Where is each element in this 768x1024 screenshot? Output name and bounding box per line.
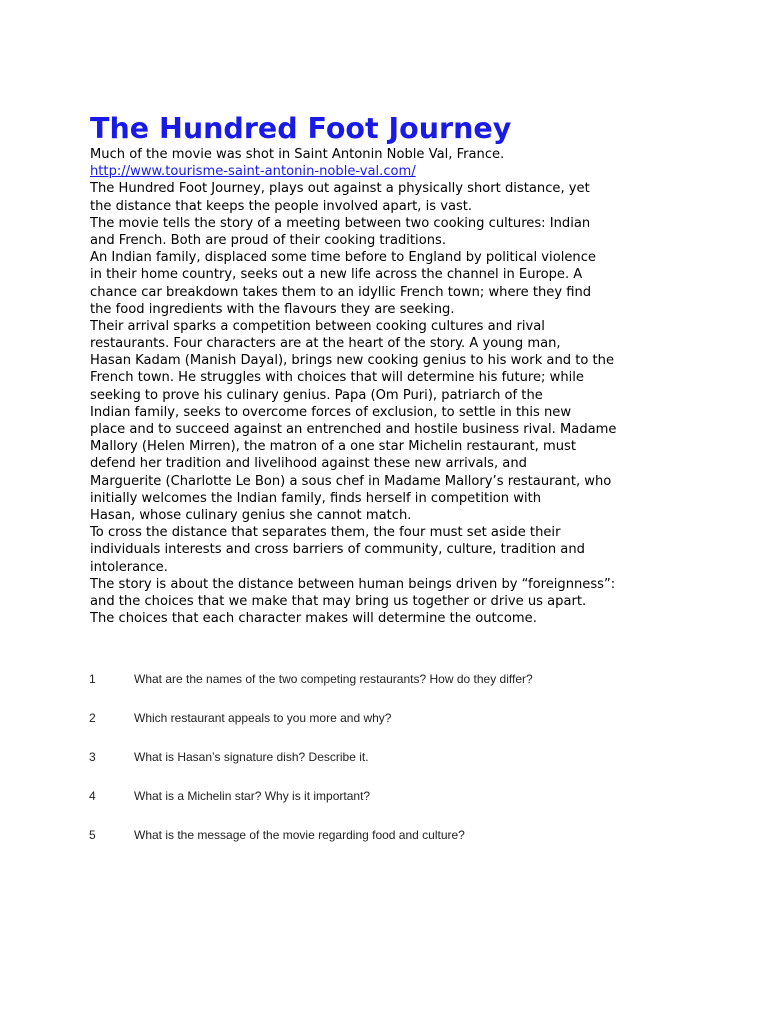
- body-line: place and to succeed against an entrenched and hostile business rival. Madame: [90, 422, 617, 437]
- body-line: The story is about the distance between human beings driven by “foreignness”:: [90, 576, 616, 592]
- question-number: 2: [89, 711, 96, 725]
- question-number: 5: [89, 828, 96, 842]
- question-text: What is the message of the movie regarding food and culture?: [134, 828, 465, 842]
- document-body: [90, 146, 670, 627]
- body-line: in their home country, seeks out a new life across the channel in Europe. A: [90, 267, 583, 283]
- question-item: [89, 827, 689, 866]
- body-line: Hasan, whose culinary genius she cannot match.: [90, 507, 412, 523]
- body-line: The Hundred Foot Journey, plays out against a physically short distance, yet: [90, 181, 590, 197]
- source-link[interactable]: http://www.tourisme-saint-antonin-noble-val.com/: [90, 164, 416, 180]
- body-line: individuals interests and cross barriers of community, culture, tradition and: [90, 542, 585, 558]
- question-item: [89, 671, 689, 710]
- body-line: French town. He struggles with choices that will determine his future; while: [90, 370, 584, 386]
- question-list: [89, 671, 689, 866]
- body-line: To cross the distance that separates them, the four must set aside their: [90, 525, 561, 541]
- question-number: 1: [89, 672, 96, 686]
- body-line: The choices that each character makes will determine the outcome.: [90, 611, 537, 627]
- question-item: [89, 788, 689, 827]
- question-text: Which restaurant appeals to you more and why?: [134, 711, 392, 725]
- body-line: Marguerite (Charlotte Le Bon) a sous chef in Madame Mallory’s restaurant, who: [90, 473, 612, 489]
- body-line: restaurants. Four characters are at the heart of the story. A young man,: [90, 336, 561, 352]
- body-line: Hasan Kadam (Manish Dayal), brings new cooking genius to his work and to the: [90, 353, 615, 369]
- body-line: and French. Both are proud of their cooking traditions.: [90, 232, 446, 248]
- body-line: Much of the movie was shot in Saint Antonin Noble Val, France.: [90, 147, 505, 162]
- body-line: Indian family, seeks to overcome forces of exclusion, to settle in this new: [90, 404, 572, 420]
- body-line: defend her tradition and livelihood against these new arrivals, and: [90, 456, 527, 472]
- body-line: intolerance.: [90, 559, 168, 575]
- question-text: What is Hasan’s signature dish? Describe it.: [134, 750, 369, 764]
- body-line: chance car breakdown takes them to an idyllic French town; where they find: [90, 284, 592, 300]
- body-line: Mallory (Helen Mirren), the matron of a one star Michelin restaurant, must: [90, 439, 577, 455]
- body-line: initially welcomes the Indian family, finds herself in competition with: [90, 490, 542, 506]
- question-number: 4: [89, 789, 96, 803]
- question-text: What is a Michelin star? Why is it important?: [134, 789, 371, 803]
- question-text: What are the names of the two competing restaurants? How do they differ?: [134, 672, 533, 686]
- body-line: An Indian family, displaced some time before to England by political violence: [90, 250, 596, 266]
- body-line: and the choices that we make that may bring us together or drive us apart.: [90, 593, 587, 609]
- question-item: [89, 749, 689, 788]
- question-number: 3: [89, 750, 96, 764]
- body-line: seeking to prove his culinary genius. Papa (Om Puri), patriarch of the: [90, 387, 543, 403]
- question-item: [89, 710, 689, 749]
- body-line: Their arrival sparks a competition between cooking cultures and rival: [90, 318, 545, 334]
- body-line: The movie tells the story of a meeting between two cooking cultures: Indian: [90, 215, 591, 231]
- document-title: The Hundred Foot Journey: [90, 112, 512, 145]
- body-line: the distance that keeps the people involved apart, is vast.: [90, 198, 473, 214]
- body-line: the food ingredients with the flavours they are seeking.: [90, 301, 455, 317]
